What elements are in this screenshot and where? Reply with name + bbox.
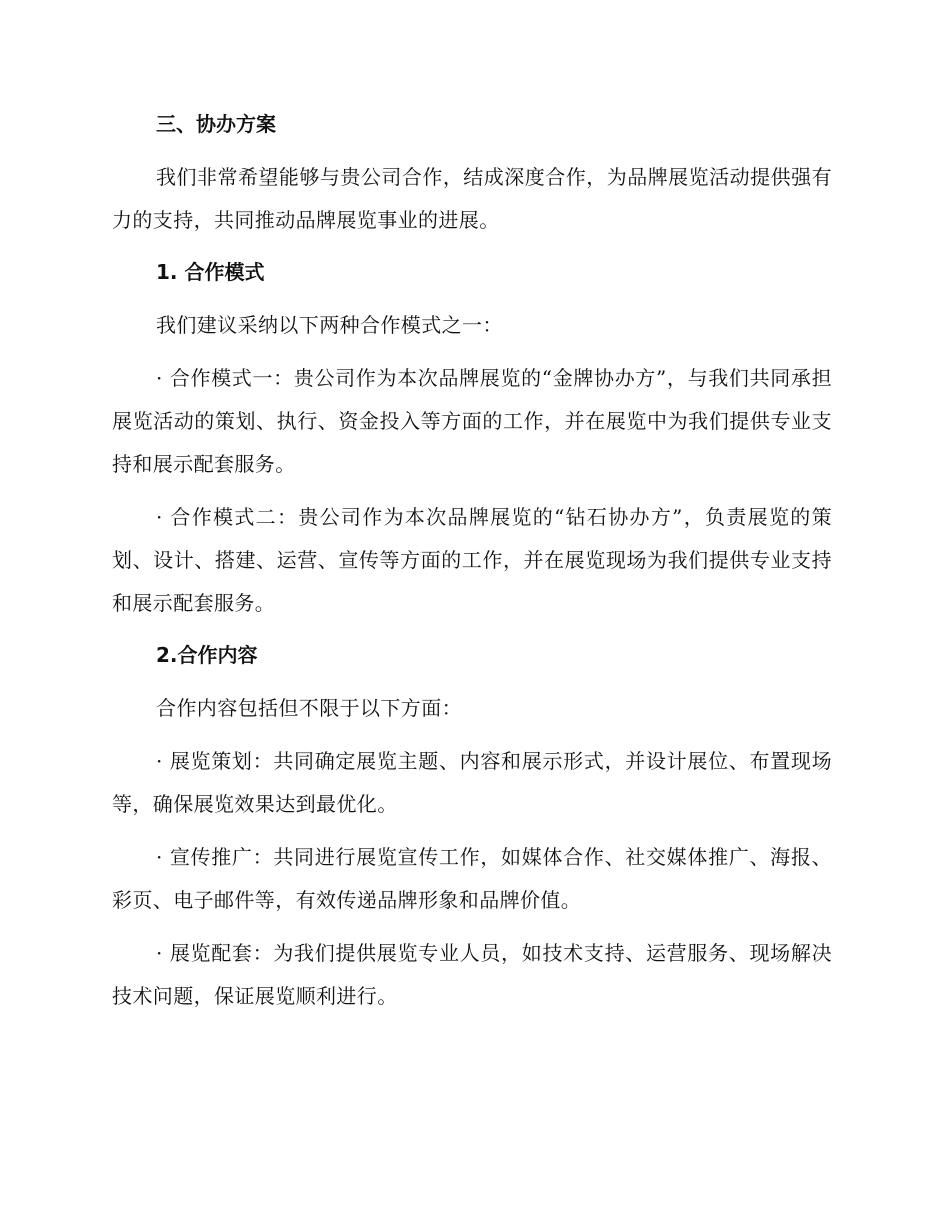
cooperation-content-item-planning: · 展览策划：共同确定展览主题、内容和展示形式，并设计展位、布置现场等，确保展览效果达到最优化。 bbox=[112, 749, 832, 816]
section-title: 三、协办方案 bbox=[156, 112, 276, 136]
subsection-title-cooperation-content: 2.合作内容 bbox=[156, 643, 258, 667]
cooperation-content-item-promotion: · 宣传推广：共同进行展览宣传工作，如媒体合作、社交媒体推广、海报、彩页、电子邮件等，有效传递品牌形象和品牌价值。 bbox=[112, 845, 832, 912]
cooperation-mode-lead: 我们建议采纳以下两种合作模式之一： bbox=[156, 313, 503, 337]
cooperation-content-item-support: · 展览配套：为我们提供展览专业人员，如技术支持、运营服务、现场解决技术问题，保证展览顺利进行。 bbox=[112, 941, 832, 1008]
subsection-title-cooperation-mode: 1. 合作模式 bbox=[156, 260, 265, 284]
cooperation-mode-item-1: · 合作模式一：贵公司作为本次品牌展览的“金牌协办方”，与我们共同承担展览活动的策划、执行、资金投入等方面的工作，并在展览中为我们提供专业支持和展示配套服务。 bbox=[112, 366, 832, 476]
intro-paragraph: 我们非常希望能够与贵公司合作，结成深度合作，为品牌展览活动提供强有力的支持，共同推动品牌展览事业的进展。 bbox=[112, 165, 832, 232]
cooperation-mode-item-2: · 合作模式二：贵公司作为本次品牌展览的“钻石协办方”，负责展览的策划、设计、搭建、运营、宣传等方面的工作，并在展览现场为我们提供专业支持和展示配套服务。 bbox=[112, 505, 832, 615]
document-body bbox=[112, 104, 832, 1028]
cooperation-content-lead: 合作内容包括但不限于以下方面： bbox=[156, 696, 462, 720]
